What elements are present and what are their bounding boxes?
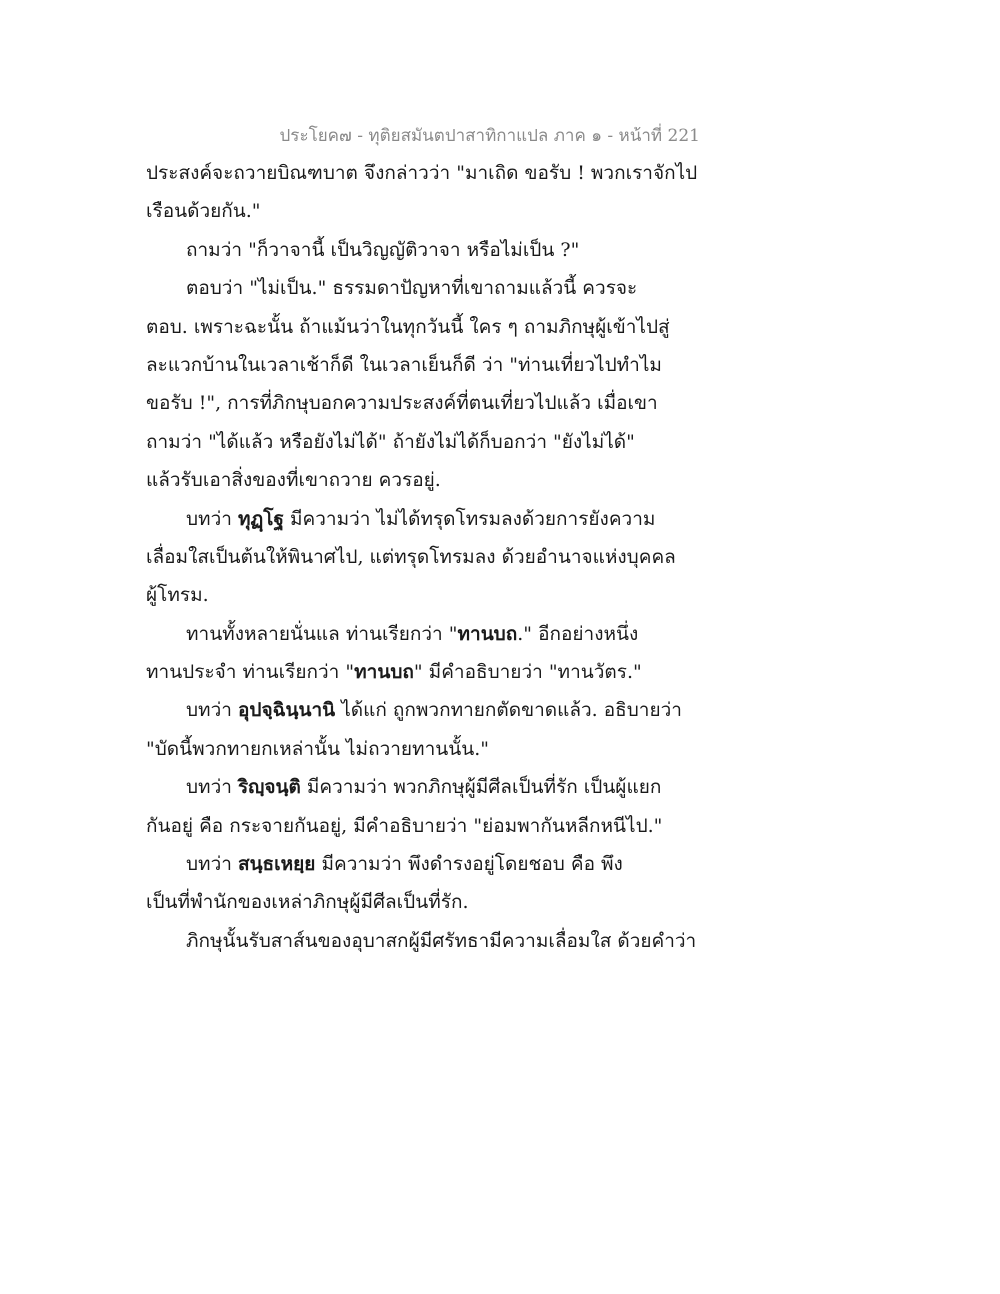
paragraph-first-line [146, 231, 746, 269]
text-run: บทว่า [186, 853, 238, 876]
text-run: บทว่า [186, 507, 238, 530]
pali-term: ทุฏฺโฐ [237, 507, 284, 530]
text-run: ได้แก่ ถูกพวกทายกตัดขาดแล้ว. อธิบายว่า [335, 699, 682, 722]
text-run: กันอยู่ คือ กระจายกันอยู่, มีคำอธิบายว่า "ย่อมพากันหลีกหนีไป." [146, 814, 663, 837]
pali-term: ทานบถ [354, 661, 414, 684]
text-run: ทานประจำ ท่านเรียกว่า " [146, 661, 355, 684]
text-run: มีความว่า ไม่ได้ทรุดโทรมลงด้วยการยังความ [283, 507, 656, 530]
text-run: มีความว่า พึงดำรงอยู่โดยชอบ คือ พึง [315, 853, 623, 876]
text-run: เลื่อมใสเป็นต้นให้พินาศไป, แต่ทรุดโทรมลง ด้วยอำนาจแห่งบุคคล [146, 545, 676, 568]
text-line [146, 807, 746, 845]
paragraph-first-line [146, 500, 746, 538]
text-run: ." อีกอย่างหนึ่ง [517, 622, 639, 645]
text-run: บทว่า [186, 699, 238, 722]
paragraph-first-line [146, 615, 746, 653]
text-line [146, 461, 746, 499]
text-run: ตอบว่า "ไม่เป็น." ธรรมดาปัญหาที่เขาถามแล้วนี้ ควรจะ [186, 277, 638, 300]
text-run: ประสงค์จะถวายบิณฑบาต จึงกล่าวว่า "มาเถิด ขอรับ ! พวกเราจักไป [146, 162, 698, 184]
pali-term: สนฺธเหยฺย [237, 853, 316, 876]
pali-term: อุปจฺฉินฺนานิ [237, 699, 336, 722]
paragraph-first-line [146, 845, 746, 883]
pali-term: ทานบถ [457, 622, 518, 645]
text-run: " มีคำอธิบายว่า "ทานวัตร." [413, 661, 642, 684]
text-run: มีความว่า พวกภิกษุผู้มีศีลเป็นที่รัก เป็นผู้แยก [300, 776, 662, 799]
text-line [146, 308, 746, 346]
text-run: ทานทั้งหลายนั่นแล ท่านเรียกว่า " [186, 622, 458, 645]
paragraph-first-line [146, 922, 746, 960]
text-run: ตอบ. เพราะฉะนั้น ถ้าแม้นว่าในทุกวันนี้ ใคร ๆ ถามภิกษุผู้เข้าไปสู่ [146, 315, 670, 338]
text-line [146, 384, 746, 422]
text-run: ถามว่า "ก็วาจานี้ เป็นวิญญัติวาจา หรือไม่เป็น ?" [186, 238, 580, 261]
text-run: แล้วรับเอาสิ่งของที่เขาถวาย ควรอยู่. [146, 469, 441, 492]
pali-term: ริญฺจนฺติ [237, 776, 301, 799]
text-run: เป็นที่พำนักของเหล่าภิกษุผู้มีศีลเป็นที่รัก. [146, 891, 469, 914]
paragraph-first-line [146, 269, 746, 307]
text-line [146, 653, 746, 691]
text-line [146, 423, 746, 461]
text-line [146, 192, 746, 230]
text-line [146, 730, 746, 768]
running-header: ประโยค๗ - ทุติยสมันตปาสาทิกาแปล ภาค ๑ - หน้าที่ 221 [279, 126, 700, 146]
text-run: "บัดนี้พวกทายกเหล่านั้น ไม่ถวายทานนั้น." [146, 737, 489, 760]
text-line [146, 576, 746, 614]
text-run: ขอรับ !", การที่ภิกษุบอกความประสงค์ที่ตนเที่ยวไปแล้ว เมื่อเขา [146, 392, 658, 415]
paragraph-first-line [146, 691, 746, 729]
text-run: ผู้โทรม. [146, 584, 209, 607]
text-run: เรือนด้วยกัน." [146, 200, 261, 223]
body-text [146, 154, 746, 960]
text-run: ละแวกบ้านในเวลาเช้าก็ดี ในเวลาเย็นก็ดี ว่า "ท่านเที่ยวไปทำไม [146, 353, 662, 376]
text-line [146, 346, 746, 384]
text-run: ถามว่า "ได้แล้ว หรือยังไม่ได้" ถ้ายังไม่ได้ก็บอกว่า "ยังไม่ได้" [146, 430, 635, 453]
text-line [146, 154, 746, 192]
text-line [146, 883, 746, 921]
text-run: บทว่า [186, 776, 238, 799]
text-line [146, 538, 746, 576]
text-run: ภิกษุนั้นรับสาส์นของอุบาสกผู้มีศรัทธามีความเลื่อมใส ด้วยคำว่า [186, 929, 697, 952]
paragraph-first-line [146, 768, 746, 806]
